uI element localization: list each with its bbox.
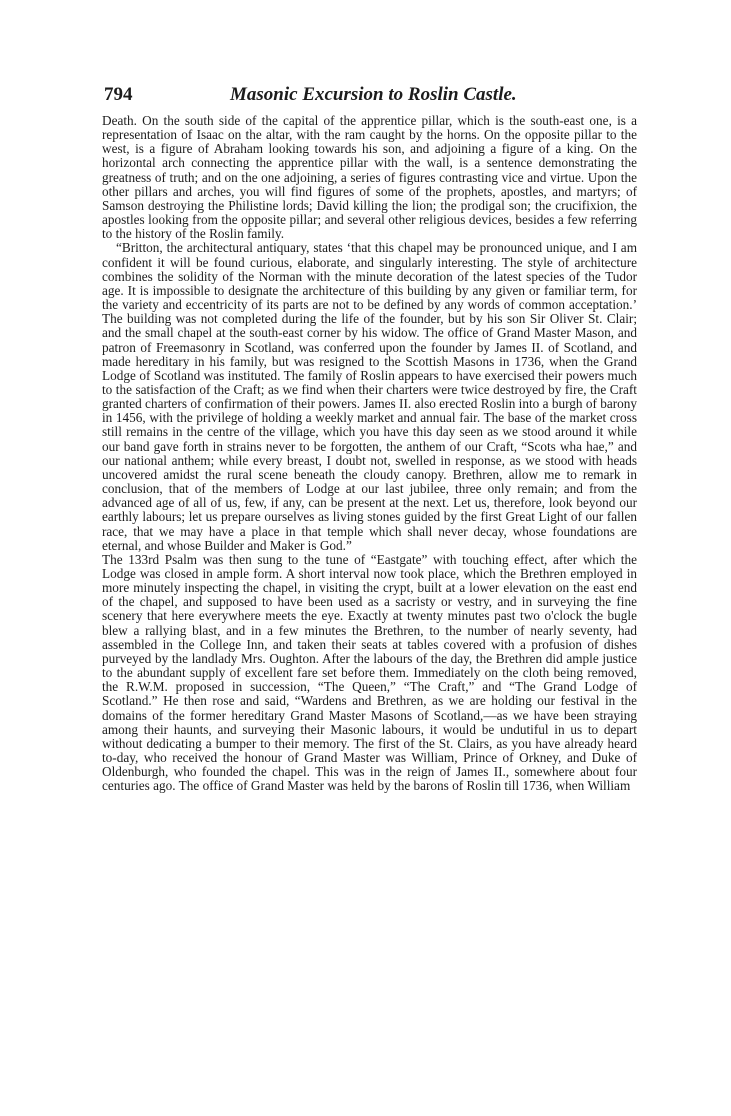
page (102, 84, 637, 794)
running-title: Masonic Excursion to Roslin Castle. (230, 84, 517, 105)
page-number: 794 (104, 84, 133, 105)
page-header (102, 84, 637, 114)
paragraph-britton-quote: “Britton, the architectural antiquary, states ‘that this chapel may be pronounced unique, and I am confident it will be found curious, elaborate, and singularly interesting. The style of architecture combines the solidity of the Norman with the minute decoration of the latest species of the Tudor age. It is impossible to designate the architecture of this building by any given or familiar term, for the variety and eccentricity of its parts are not to be defined by any words of common acceptation.’ The building was not completed during the life of the founder, but by his son Sir Oliver St. Clair; and the small chapel at the south-east corner by his widow. The office of Grand Master Mason, and patron of Freemasonry in Scotland, was conferred upon the founder by James II. of Scotland, and made hereditary in his family, but was resigned to the Scottish Masons in 1736, when the Grand Lodge of Scotland was instituted. The family of Roslin appears to have exercised their powers much to the satisfaction of the Craft; as we find when their charters were twice destroyed by fire, the Craft granted charters of confirmation of their powers. James II. also erected Roslin into a burgh of barony in 1456, with the privilege of holding a weekly market and annual fair. The base of the market cross still remains in the centre of the village, which you have this day seen as we stood around it while our band gave forth in strains never to be forgotten, the anthem of our Craft, “Scots wha hae,” and our national anthem; while every breast, I doubt not, swelled in response, as we stood with heads uncovered amidst the rural scene beneath the cloudy canopy. Brethren, allow me to remark in conclusion, that of the members of Lodge at our last jubilee, three only remain; and from the advanced age of all of us, few, if any, can be present at the next. Let us, therefore, look beyond our earthly labours; let us prepare ourselves as living stones guided by the first Great Light of our fallen race, that we may have a place in that temple which shall never decay, whose foundations are eternal, and whose Builder and Maker is God.” (102, 240, 637, 553)
body-text (102, 114, 637, 794)
paragraph-psalm-and-dinner: The 133rd Psalm was then sung to the tune of “Eastgate” with touching effect, after which the Lodge was closed in ample form. A short interval now took place, which the Brethren employed in more minutely inspecting the chapel, in visiting the crypt, built at a lower elevation on the east end of the chapel, and supposed to have been used as a sacristy or vestry, and in surveying the fine scenery that here everywhere meets the eye. Exactly at twenty minutes past two o'clock the bugle blew a rallying blast, and in a few minutes the Brethren, to the number of nearly seventy, had assembled in the College Inn, and taken their seats at tables covered with a profusion of dishes purveyed by the landlady Mrs. Oughton. After the labours of the day, the Brethren did ample justice to the abundant supply of excellent fare set before them. Immediately on the cloth being removed, the R.W.M. proposed in succession, “The Queen,” “The Craft,” and “The Grand Lodge of Scotland.” He then rose and said, “Wardens and Brethren, as we are holding our festival in the domains of the former hereditary Grand Master Masons of Scotland,—as we have been straying among their haunts, and surveying their Masonic labours, it would be undutiful in us to depart without dedicating a bumper to their memory. The first of the St. Clairs, as you have already heard to-day, who received the honour of Grand Master was William, Prince of Orkney, and Duke of Oldenburgh, who founded the chapel. This was in the reign of James II., somewhere about four centuries ago. The office of Grand Master was held by the barons of Roslin till 1736, when William (102, 551, 637, 794)
paragraph-chapel-carvings: Death. On the south side of the capital of the apprentice pillar, which is the south-east one, is a representation of Isaac on the altar, with the ram caught by the horns. On the opposite pillar to the west, is a figure of Abraham looking towards his son, and adjoining a figure of a king. On the horizontal arch connecting the apprentice pillar with the wall, is a sentence demonstrating the greatness of truth; and on the one adjoining, a series of figures contrasting vice and virtue. Upon the other pillars and arches, you will find figures of some of the prophets, apostles, and martyrs; of Samson destroying the Philistine lords; David killing the lion; the prodigal son; the crucifixion, the apostles looking from the opposite pillar; and several other religious devices, besides a few referring to the history of the Roslin family. (102, 113, 637, 242)
